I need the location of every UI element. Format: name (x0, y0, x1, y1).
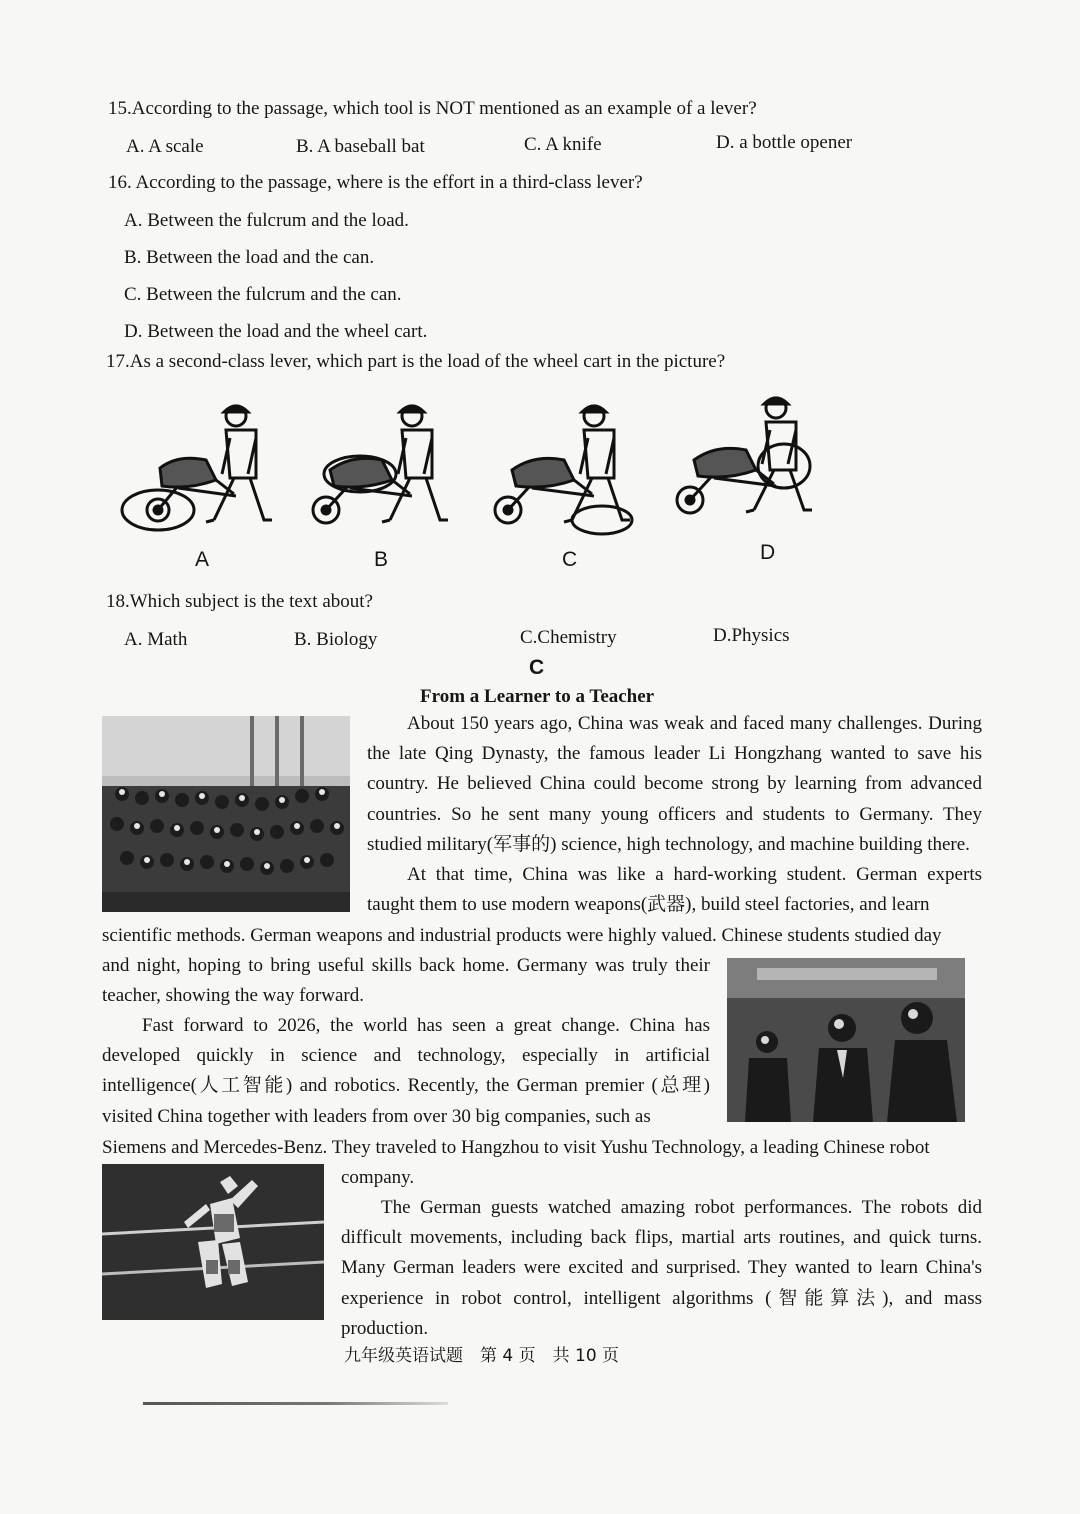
robot-flip-photo (102, 1164, 324, 1320)
wheelbarrow-figure-a (118, 398, 278, 538)
page-footer: 九年级英语试题 第 4 页 共 10 页 (344, 1346, 620, 1366)
figure-label-d: D (760, 541, 776, 564)
passage-paragraph-4: The German guests watched amazing robot performances. The robots did difficult movements, including back flips, martial arts routines, and quick turns. Many German leaders were excited and surprised. They wanted to learn China's experience in robot control, intelligent algorithms (智能算法), and mass production. (341, 1197, 982, 1339)
wheelbarrow-figure-c (482, 398, 642, 538)
passage-paragraph-2b: scientific methods. German weapons and industrial products were highly valued. Chinese students studied day (102, 925, 942, 946)
passage-paragraph-2c: and night, hoping to bring useful skills back home. Germany was truly their teacher, showing the way forward. (102, 955, 710, 1007)
q15-option-b: B. A baseball bat (296, 136, 425, 157)
historic-group-photo (102, 716, 350, 912)
question-15-stem: 15.According to the passage, which tool is NOT mentioned as an example of a lever? (108, 98, 757, 119)
q18-option-d: D.Physics (713, 625, 790, 646)
q18-option-b: B. Biology (294, 629, 378, 650)
passage-paragraph-1: About 150 years ago, China was weak and faced many challenges. During the late Qing Dynasty, the famous leader Li Hongzhang wanted to save his country. He believed China could become strong by learning from advanced countries. So he sent many young officers and students to Germany. They studied military(军事的) science, high technology, and machine building there. (367, 713, 982, 855)
bottom-scan-rule (143, 1402, 448, 1405)
q15-option-c: C. A knife (524, 134, 602, 155)
passage-paragraph-3c: company. (341, 1167, 415, 1188)
figure-label-b: B (374, 548, 389, 571)
wheelbarrow-figure-b (300, 398, 460, 538)
question-16-stem: 16. According to the passage, where is the effort in a third-class lever? (108, 172, 643, 193)
passage-title: From a Learner to a Teacher (420, 686, 655, 707)
modern-visit-photo (727, 958, 965, 1122)
load-circle-highlight (758, 444, 810, 488)
passage-paragraph-2a: At that time, China was like a hard-working student. German experts taught them to use modern weapons(武器), build steel factories, and learn (367, 864, 982, 916)
question-18-stem: 18.Which subject is the text about? (106, 591, 373, 612)
passage-paragraph-3b: Siemens and Mercedes-Benz. They traveled to Hangzhou to visit Yushu Technology, a leading Chinese robot (102, 1137, 930, 1158)
question-17-stem: 17.As a second-class lever, which part is the load of the wheel cart in the picture? (106, 351, 726, 372)
q18-option-a: A. Math (124, 629, 188, 650)
q16-option-d: D. Between the load and the wheel cart. (124, 321, 428, 342)
passage-paragraph-3a: Fast forward to 2026, the world has seen a great change. China has developed quickly in science and technology, especially in artificial intelligence(人工智能) and robotics. Recently, the German premier (总理) visited China together with leaders from over 30 big companies, such as (102, 1015, 710, 1127)
wheelbarrow-figure-d (664, 392, 824, 532)
q16-option-b: B. Between the load and the can. (124, 247, 375, 268)
q16-option-a: A. Between the fulcrum and the load. (124, 210, 409, 231)
figure-label-c: C (562, 548, 578, 571)
q15-option-d: D. a bottle opener (716, 132, 853, 153)
figure-label-a: A (195, 548, 210, 571)
q18-option-c: C.Chemistry (520, 627, 617, 648)
q15-option-a: A. A scale (126, 136, 204, 157)
q16-option-c: C. Between the fulcrum and the can. (124, 284, 402, 305)
section-letter: C (529, 656, 545, 679)
